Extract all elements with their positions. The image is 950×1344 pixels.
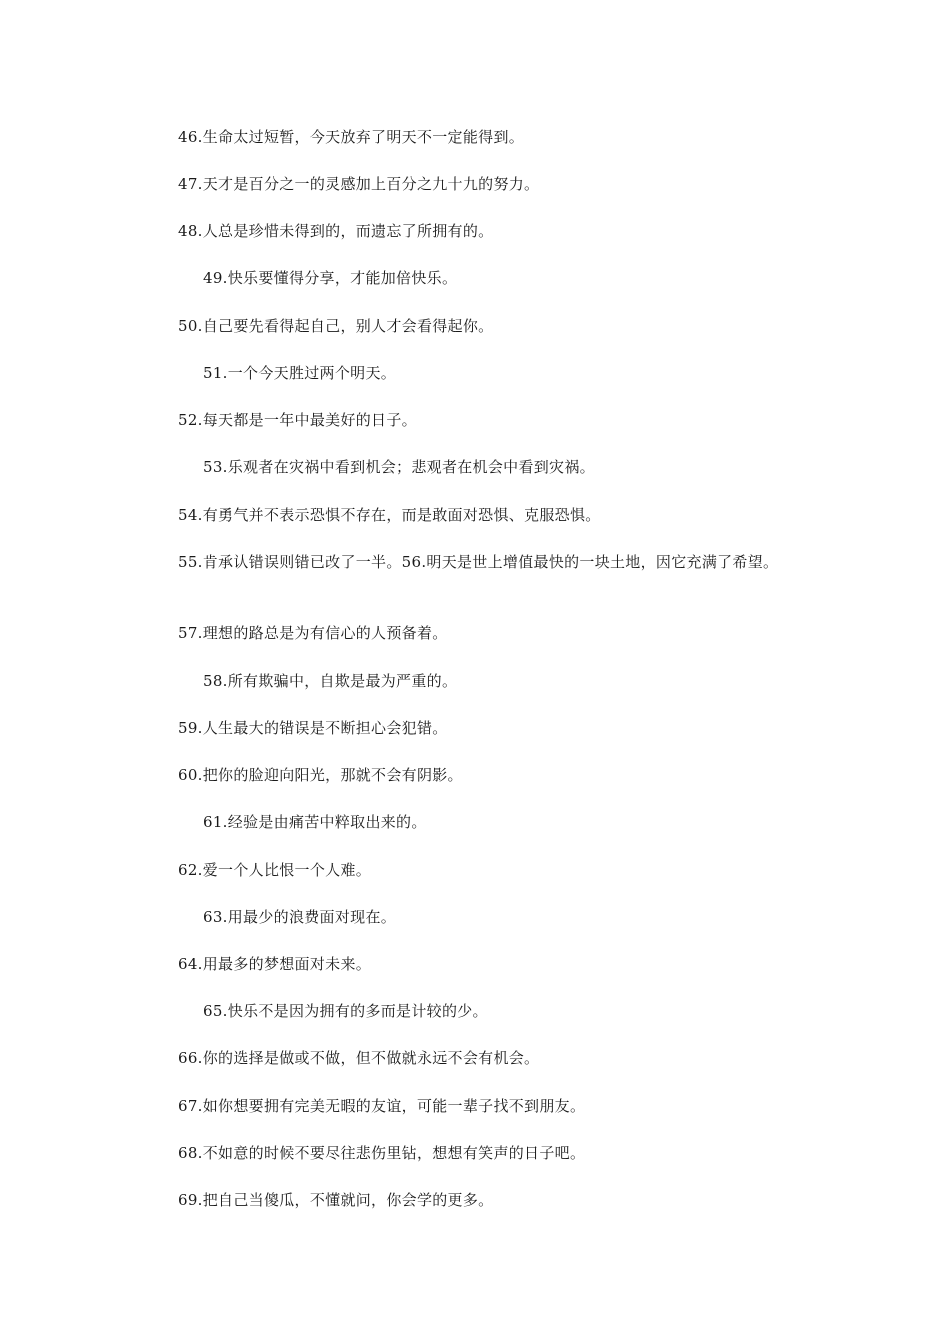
quote-50: 50.自己要先看得起自己，别人才会看得起你。	[178, 317, 494, 335]
quote-60: 60.把你的脸迎向阳光，那就不会有阴影。	[178, 766, 463, 784]
quote-57: 57.理想的路总是为有信心的人预备着。	[178, 624, 448, 642]
quote-68: 68.不如意的时候不要尽往悲伤里钻，想想有笑声的日子吧。	[178, 1144, 586, 1162]
quote-69: 69.把自己当傻瓜，不懂就问，你会学的更多。	[178, 1191, 494, 1209]
quote-48: 48.人总是珍惜未得到的，而遗忘了所拥有的。	[178, 222, 494, 240]
quote-61: 61.经验是由痛苦中粹取出来的。	[203, 813, 427, 831]
quote-46: 46.生命太过短暂，今天放弃了明天不一定能得到。	[178, 128, 525, 146]
quote-54: 54.有勇气并不表示恐惧不存在，而是敢面对恐惧、克服恐惧。	[178, 506, 601, 524]
quote-67: 67.如你想要拥有完美无暇的友谊，可能一辈子找不到朋友。	[178, 1097, 586, 1115]
quote-64: 64.用最多的梦想面对未来。	[178, 955, 372, 973]
quote-62: 62.爱一个人比恨一个人难。	[178, 861, 372, 879]
quote-53: 53.乐观者在灾祸中看到机会；悲观者在机会中看到灾祸。	[203, 458, 595, 476]
quote-47: 47.天才是百分之一的灵感加上百分之九十九的努力。	[178, 175, 540, 193]
quote-63: 63.用最少的浪费面对现在。	[203, 908, 397, 926]
quote-52: 52.每天都是一年中最美好的日子。	[178, 411, 417, 429]
quote-66: 66.你的选择是做或不做，但不做就永远不会有机会。	[178, 1049, 540, 1067]
quote-65: 65.快乐不是因为拥有的多而是计较的少。	[203, 1002, 488, 1020]
quote-59: 59.人生最大的错误是不断担心会犯错。	[178, 719, 448, 737]
quote-58: 58.所有欺骗中，自欺是最为严重的。	[203, 672, 458, 690]
quote-55-56: 55.肯承认错误则错已改了一半。56.明天是世上增值最快的一块土地，因它充满了希望。	[178, 553, 779, 571]
quote-51: 51.一个今天胜过两个明天。	[203, 364, 397, 382]
quote-49: 49.快乐要懂得分享，才能加倍快乐。	[203, 269, 458, 287]
